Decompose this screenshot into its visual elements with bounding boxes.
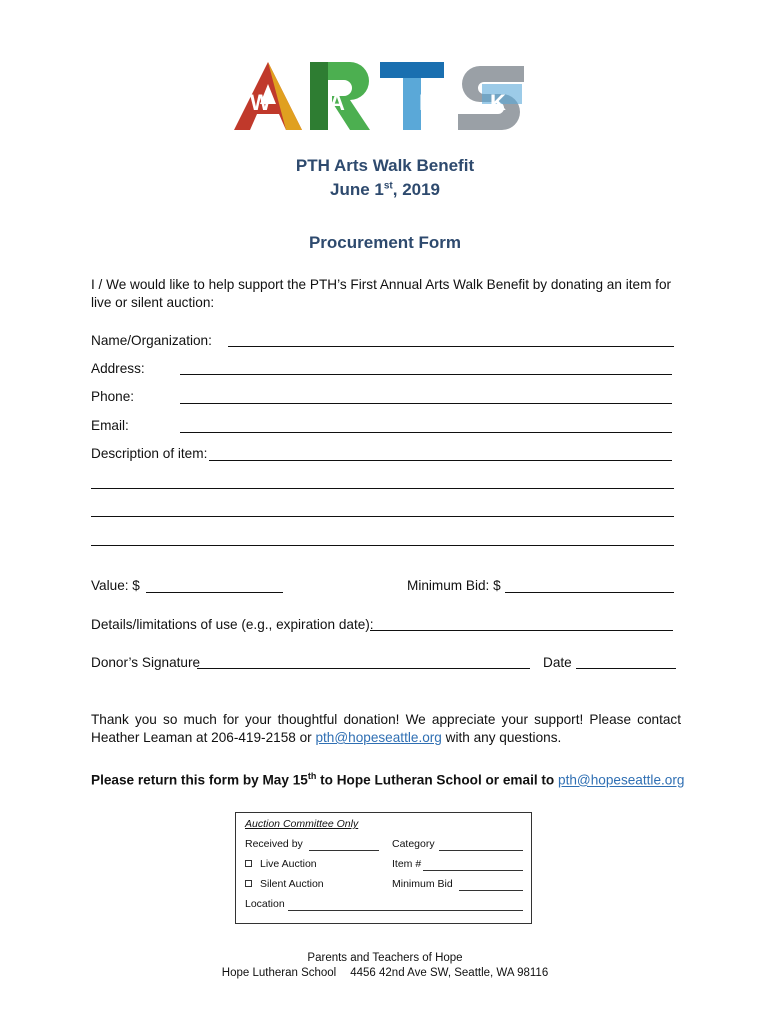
received-by-field[interactable] xyxy=(309,850,379,851)
silent-auction-option[interactable] xyxy=(245,878,324,890)
category-label: Category xyxy=(392,838,435,850)
description-line-4[interactable] xyxy=(91,545,674,546)
return-note-text-end: to Hope Lutheran School or email to xyxy=(316,772,559,788)
contact-email-link[interactable]: pth@hopeseattle.org xyxy=(315,730,442,745)
name-label: Name/Organization: xyxy=(91,333,212,348)
details-label: Details/limitations of use (e.g., expiration date): xyxy=(91,617,374,632)
live-auction-option[interactable] xyxy=(245,858,317,870)
email-field[interactable] xyxy=(180,432,672,433)
minimum-bid-label: Minimum Bid xyxy=(392,878,453,890)
category-field[interactable] xyxy=(439,850,523,851)
name-field[interactable] xyxy=(228,346,674,347)
event-date-sup: st xyxy=(383,180,393,192)
date-field[interactable] xyxy=(576,668,676,669)
description-label: Description of item: xyxy=(91,446,208,461)
event-title: PTH Arts Walk Benefit xyxy=(295,156,475,175)
event-date-tail: , 2019 xyxy=(392,180,441,199)
value-field[interactable] xyxy=(146,592,283,593)
min-bid-field[interactable] xyxy=(505,592,674,593)
item-number-label: Item # xyxy=(392,858,422,870)
event-date xyxy=(0,180,770,200)
value-label: Value: $ xyxy=(91,578,140,593)
event-date-main: June 1 xyxy=(329,180,384,199)
footer-org: Parents and Teachers of Hope xyxy=(307,952,463,964)
phone-field[interactable] xyxy=(180,403,672,404)
logo-overlay-a: A xyxy=(329,90,345,115)
form-title: Procurement Form xyxy=(308,233,462,252)
received-by-label: Received by xyxy=(245,838,303,850)
return-note xyxy=(91,767,691,790)
footer-school: Hope Lutheran School xyxy=(221,967,337,979)
intro-text: I / We would like to help support the PTH’s First Annual Arts Walk Benefit by donating an item for live or silent auction: xyxy=(91,277,672,310)
email-label: Email: xyxy=(91,418,129,433)
live-auction-checkbox[interactable] xyxy=(245,860,252,867)
description-field[interactable] xyxy=(209,460,672,461)
silent-auction-checkbox[interactable] xyxy=(245,880,252,887)
thanks-text-end: with any questions. xyxy=(441,730,562,745)
logo-overlay-w: W xyxy=(250,90,271,115)
address-label: Address: xyxy=(91,361,145,376)
thanks-text: Thank you so much for your thoughtful donation! We appreciate your support! Please contact Heather Leaman at 206-419-2158 or xyxy=(91,712,681,745)
minimum-bid-field[interactable] xyxy=(459,890,523,891)
return-note-sup: th xyxy=(307,771,317,781)
auction-committee-box xyxy=(235,812,532,924)
date-label: Date xyxy=(543,655,572,670)
footer-address: 4456 42nd Ave SW, Seattle, WA 98116 xyxy=(350,967,549,979)
logo-overlay-l: L xyxy=(419,90,433,115)
thanks-paragraph xyxy=(91,711,681,747)
address-field[interactable] xyxy=(180,374,672,375)
location-label: Location xyxy=(245,898,285,910)
silent-auction-label: Silent Auction xyxy=(260,878,324,890)
footer-address-line xyxy=(0,967,770,979)
live-auction-label: Live Auction xyxy=(260,858,317,870)
logo-overlay-k: K xyxy=(490,90,506,115)
committee-heading: Auction Committee Only xyxy=(245,818,359,830)
location-field[interactable] xyxy=(288,910,523,911)
details-field[interactable] xyxy=(370,630,673,631)
arts-walk-logo xyxy=(232,60,537,132)
return-email-link[interactable]: pth@hopeseattle.org xyxy=(558,772,685,788)
item-number-field[interactable] xyxy=(423,870,523,871)
phone-label: Phone: xyxy=(91,389,135,404)
description-line-3[interactable] xyxy=(91,516,674,517)
description-line-2[interactable] xyxy=(91,488,674,489)
signature-label: Donor’s Signature xyxy=(91,655,201,670)
signature-field[interactable] xyxy=(197,668,530,669)
min-bid-label: Minimum Bid: $ xyxy=(407,578,501,593)
return-note-text: Please return this form by May 15 xyxy=(91,772,308,788)
